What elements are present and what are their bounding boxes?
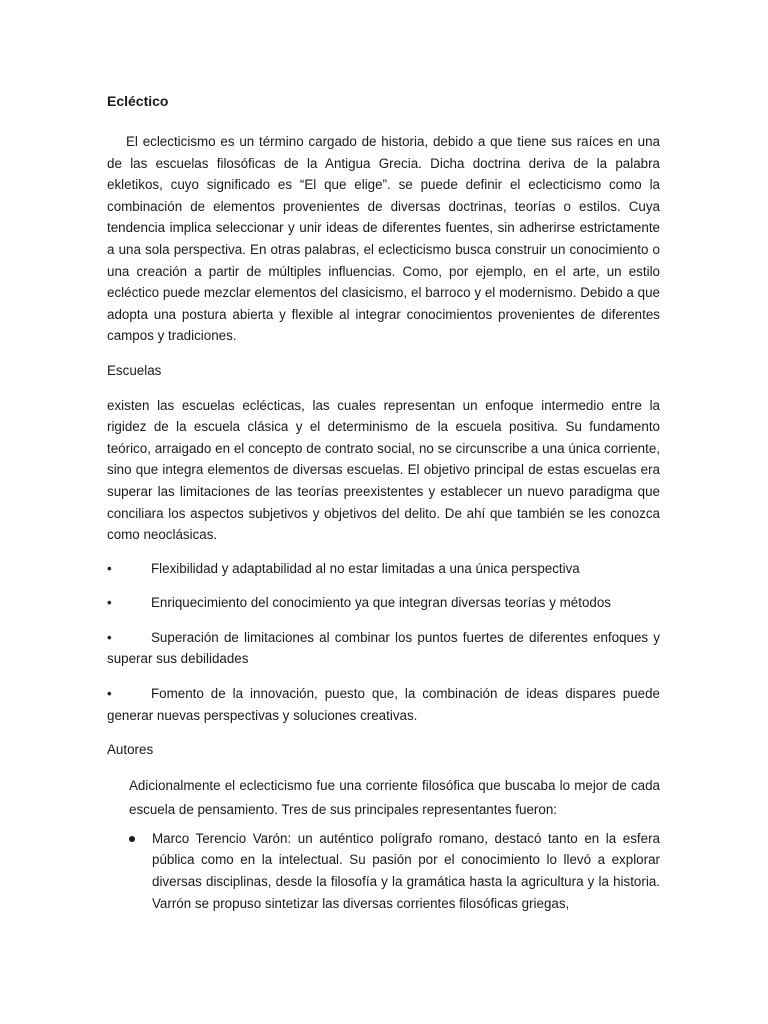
bullet-text: Enriquecimiento del conocimiento ya que integran diversas teorías y métodos	[151, 595, 611, 611]
bullet-text: Superación de limitaciones al combinar los puntos fuertes de diferentes enfoques y superar sus debilidades	[107, 629, 660, 667]
bullet-item	[107, 558, 660, 580]
bullet-item	[107, 592, 660, 614]
list-item	[152, 828, 660, 914]
bullet-symbol: •	[107, 686, 112, 702]
bullet-dot-icon	[129, 836, 135, 842]
authors-heading: Autores	[107, 742, 154, 758]
document-page	[107, 88, 660, 914]
bullet-symbol: •	[107, 560, 112, 576]
document-title: Ecléctico	[107, 93, 169, 109]
bullet-item	[107, 627, 660, 670]
authors-list	[107, 828, 660, 914]
schools-paragraph: existen las escuelas eclécticas, las cuales representan un enfoque intermedio entre la rigidez de la escuela clásica y el determinismo de la escuela positiva. Su fundamento teórico, arraigado en el concepto de contrato social, no se circunscribe a una única corriente, sino que integra elementos de diversas escuelas. El objetivo principal de estas escuelas era superar las limitaciones de las teorías preexistentes y establecer un nuevo paradigma que conciliara los aspectos subjetivos y objetivos del delito. De ahí que también se les conozca como neoclásicas.	[107, 397, 660, 543]
bullet-item	[107, 683, 660, 726]
bullet-text: Fomento de la innovación, puesto que, la combinación de ideas dispares puede generar nuevas perspectivas y soluciones creativas.	[107, 686, 660, 723]
intro-paragraph: El eclecticismo es un término cargado de historia, debido a que tiene sus raíces en una de las escuelas filosóficas de la Antigua Grecia. Dicha doctrina deriva de la palabra ekletikos, cuyo significado es “El que elige”. se puede definir el eclecticismo como la combinación de elementos provenientes de diversas doctrinas, teorías o estilos. Cuya tendencia implica seleccionar y unir ideas de diferentes fuentes, sin adherirse estrictamente a una sola perspectiva. En otras palabras, el eclecticismo busca construir un conocimiento o una creación a partir de múltiples influencias. Como, por ejemplo, en el arte, un estilo ecléctico puede mezclar elementos del clasicismo, el barroco y el modernismo. Debido a que adopta una postura abierta y flexible al integrar conocimientos provenientes de diferentes campos y tradiciones.	[107, 134, 660, 344]
bullet-text: Flexibilidad y adaptabilidad al no estar limitadas a una única perspectiva	[151, 560, 580, 576]
bullet-symbol: •	[107, 595, 112, 611]
authors-intro-paragraph: Adicionalmente el eclecticismo fue una corriente filosófica que buscaba lo mejor de cada escuela de pensamiento. Tres de sus principales representantes fueron:	[129, 777, 660, 817]
bullet-symbol: •	[107, 629, 112, 645]
author-text: Marco Terencio Varón: un auténtico polígrafo romano, destacó tanto en la esfera pública como en la intelectual. Su pasión por el conocimiento lo llevó a explorar diversas disciplinas, desde la filosofía y la gramática hasta la agricultura y la historia. Varrón se propuso sintetizar las diversas corrientes filosóficas griegas,	[152, 830, 660, 911]
schools-heading: Escuelas	[107, 362, 162, 378]
